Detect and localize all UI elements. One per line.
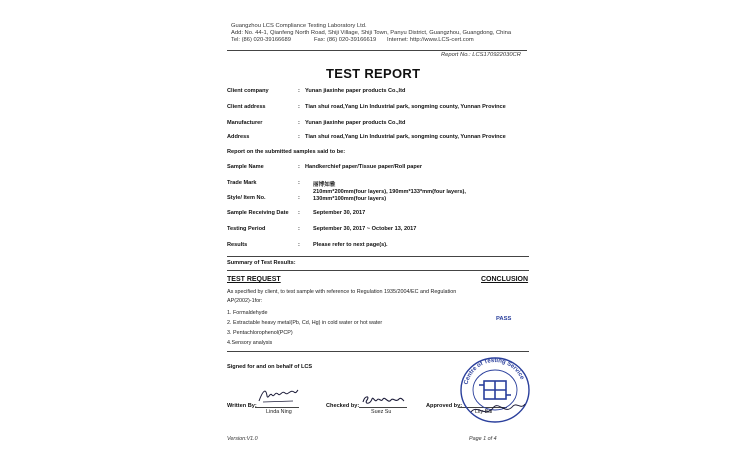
- written-by-name: Linda Ning: [266, 409, 292, 415]
- test-item-4: 4.Sensory analysis: [227, 340, 273, 346]
- checked-by-name: Suez Su: [371, 409, 392, 415]
- footer-version: Version:V1.0: [227, 436, 258, 442]
- sample-label-receiving-date: Sample Receiving Date: [227, 210, 289, 216]
- summary-title: Summary of Test Results:: [227, 260, 296, 266]
- approved-by-name: Lily Bai: [475, 409, 493, 415]
- sample-value-results: Please refer to next page(s).: [313, 242, 388, 248]
- linda-signature-icon: [257, 386, 299, 406]
- test-item-3: 3. Pentachlorophenol(PCP): [227, 330, 293, 336]
- sample-value-trade-mark: 丽博如雅: [313, 182, 336, 188]
- sample-label-name: Sample Name: [227, 164, 264, 170]
- field-label-client-company: Client company: [227, 88, 269, 94]
- written-by-label: Written By:: [227, 403, 257, 409]
- results-rule: [227, 351, 529, 352]
- test-item-1: 1. Formaldehyde: [227, 310, 268, 316]
- report-title: TEST REPORT: [326, 66, 421, 81]
- field-label-manufacturer: Manufacturer: [227, 120, 263, 126]
- approved-by-label: Approved by:: [426, 403, 463, 409]
- signed-on-behalf: Signed for and on behalf of LCS: [227, 364, 313, 370]
- field-label-address: Address: [227, 134, 250, 140]
- checked-by-label: Checked by:: [326, 403, 360, 409]
- sample-label-results: Results: [227, 242, 248, 248]
- section-rule: [227, 256, 529, 257]
- seal-text: Centre of Testing Service: [463, 357, 525, 386]
- field-value-address: Tian shui road,Yang Lin Industrial park, songming county, Yunnan Province: [305, 134, 506, 140]
- lab-internet: Internet: http://www.LCS-cert.com: [387, 37, 474, 43]
- lab-name: Guangzhou LCS Compliance Testing Laboratory Ltd.: [231, 23, 367, 29]
- sample-label-style: Style/ Item No.: [227, 195, 266, 201]
- test-item-2: 2. Extractable heavy metal(Pb, Cd, Hg) in cold water or hot water: [227, 320, 383, 326]
- conclusion-pass: PASS: [496, 316, 512, 322]
- lab-tel: Tel: (86) 020-39166689: [231, 37, 291, 43]
- sample-value-receiving-date: September 30, 2017: [313, 210, 366, 216]
- request-text-line1: As specified by client, to test sample with reference to Regulation 1935/2004/EC and Regulation: [227, 289, 457, 295]
- sample-value-testing-period: September 30, 2017 ~ October 13, 2017: [313, 226, 417, 232]
- report-page: Guangzhou LCS Compliance Testing Laboratory Ltd. Add: No. 44-1, Qianfeng North Road, Shiji Village, Shiji Town, Panyu District, Guangzhou, Guangdong, China Tel: (86) 020-39166689 Fax: (86) 020-39166619 Internet: http://www.LCS-cert.com Report No.: LCS170922030CR TEST REPORT Client company : Yunan jiaxinhe paper products Co.,ltd Client address : Tian shui road,Yang Lin Industrial park, songming county, Yunnan Province Manufacturer : Yunan jiaxinhe paper products Co.,ltd Address : Tian shui road,Yang Lin Industrial park, songming county, Yunnan Province Report on the submitted samples said to be: Sample Name : Handkerchief paper/Tissue paper/Roll paper Trade Mark : 丽博如雅 Style/ Item No. : 210mm*200mm(four layers), 190mm*133*mm(four layers), 130mm*100mm(four layers) Sample Receiving Date : September 30, 2017 Testing Period : September 30, 2017 ~ October 13, 2017 Results : Please refer to next page(s). Summary of Test Results: TEST REQUEST CONCLUSION As specified by client, to test sample with reference to Regulation 1935/2004/EC and Regulation AP(2002)-1for: 1. Formaldehyde 2. Extractable heavy metal(Pb, Cd, Hg) in cold water or hot water 3. Pentachlorophenol(PCP) 4.Sensory analysis PASS Signed for and on behalf of LCS Written By: Linda Ning Checked by: Suez Su Approved by: Lily Bai Centre of Testing Service Version:V1.0 Page 1 of 4: [213, 0, 535, 475]
- field-label-client-address: Client address: [227, 104, 266, 110]
- test-request-heading: TEST REQUEST: [227, 276, 281, 283]
- conclusion-heading: CONCLUSION: [481, 276, 529, 283]
- report-number: Report No.: LCS170922030CR: [441, 52, 521, 58]
- lcs-seal-icon: [457, 354, 533, 426]
- sample-value-name: Handkerchief paper/Tissue paper/Roll paper: [305, 164, 423, 170]
- sample-value-style-line1: 210mm*200mm(four layers), 190mm*133*mm(four layers),: [313, 189, 466, 195]
- sample-label-trade-mark: Trade Mark: [227, 180, 257, 186]
- field-value-manufacturer: Yunan jiaxinhe paper products Co.,ltd: [305, 120, 406, 126]
- samples-intro: Report on the submitted samples said to be:: [227, 149, 346, 155]
- lab-address: Add: No. 44-1, Qianfeng North Road, Shiji Village, Shiji Town, Panyu District, Guangzhou, Guangdong, China: [231, 30, 512, 36]
- field-value-client-address: Tian shui road,Yang Lin Industrial park, songming county, Yunnan Province: [305, 104, 506, 110]
- lab-fax: Fax: (86) 020-39166619: [314, 37, 377, 43]
- sample-label-testing-period: Testing Period: [227, 226, 266, 232]
- request-text-line2: AP(2002)-1for:: [227, 298, 263, 304]
- summary-rule: [227, 270, 529, 271]
- suez-signature-icon: [361, 393, 405, 407]
- header-rule: [227, 50, 527, 51]
- field-value-client-company: Yunan jiaxinhe paper products Co.,ltd: [305, 88, 406, 94]
- sample-value-style-line2: 130mm*100mm(four layers): [313, 196, 387, 202]
- footer-page: Page 1 of 4: [469, 436, 497, 442]
